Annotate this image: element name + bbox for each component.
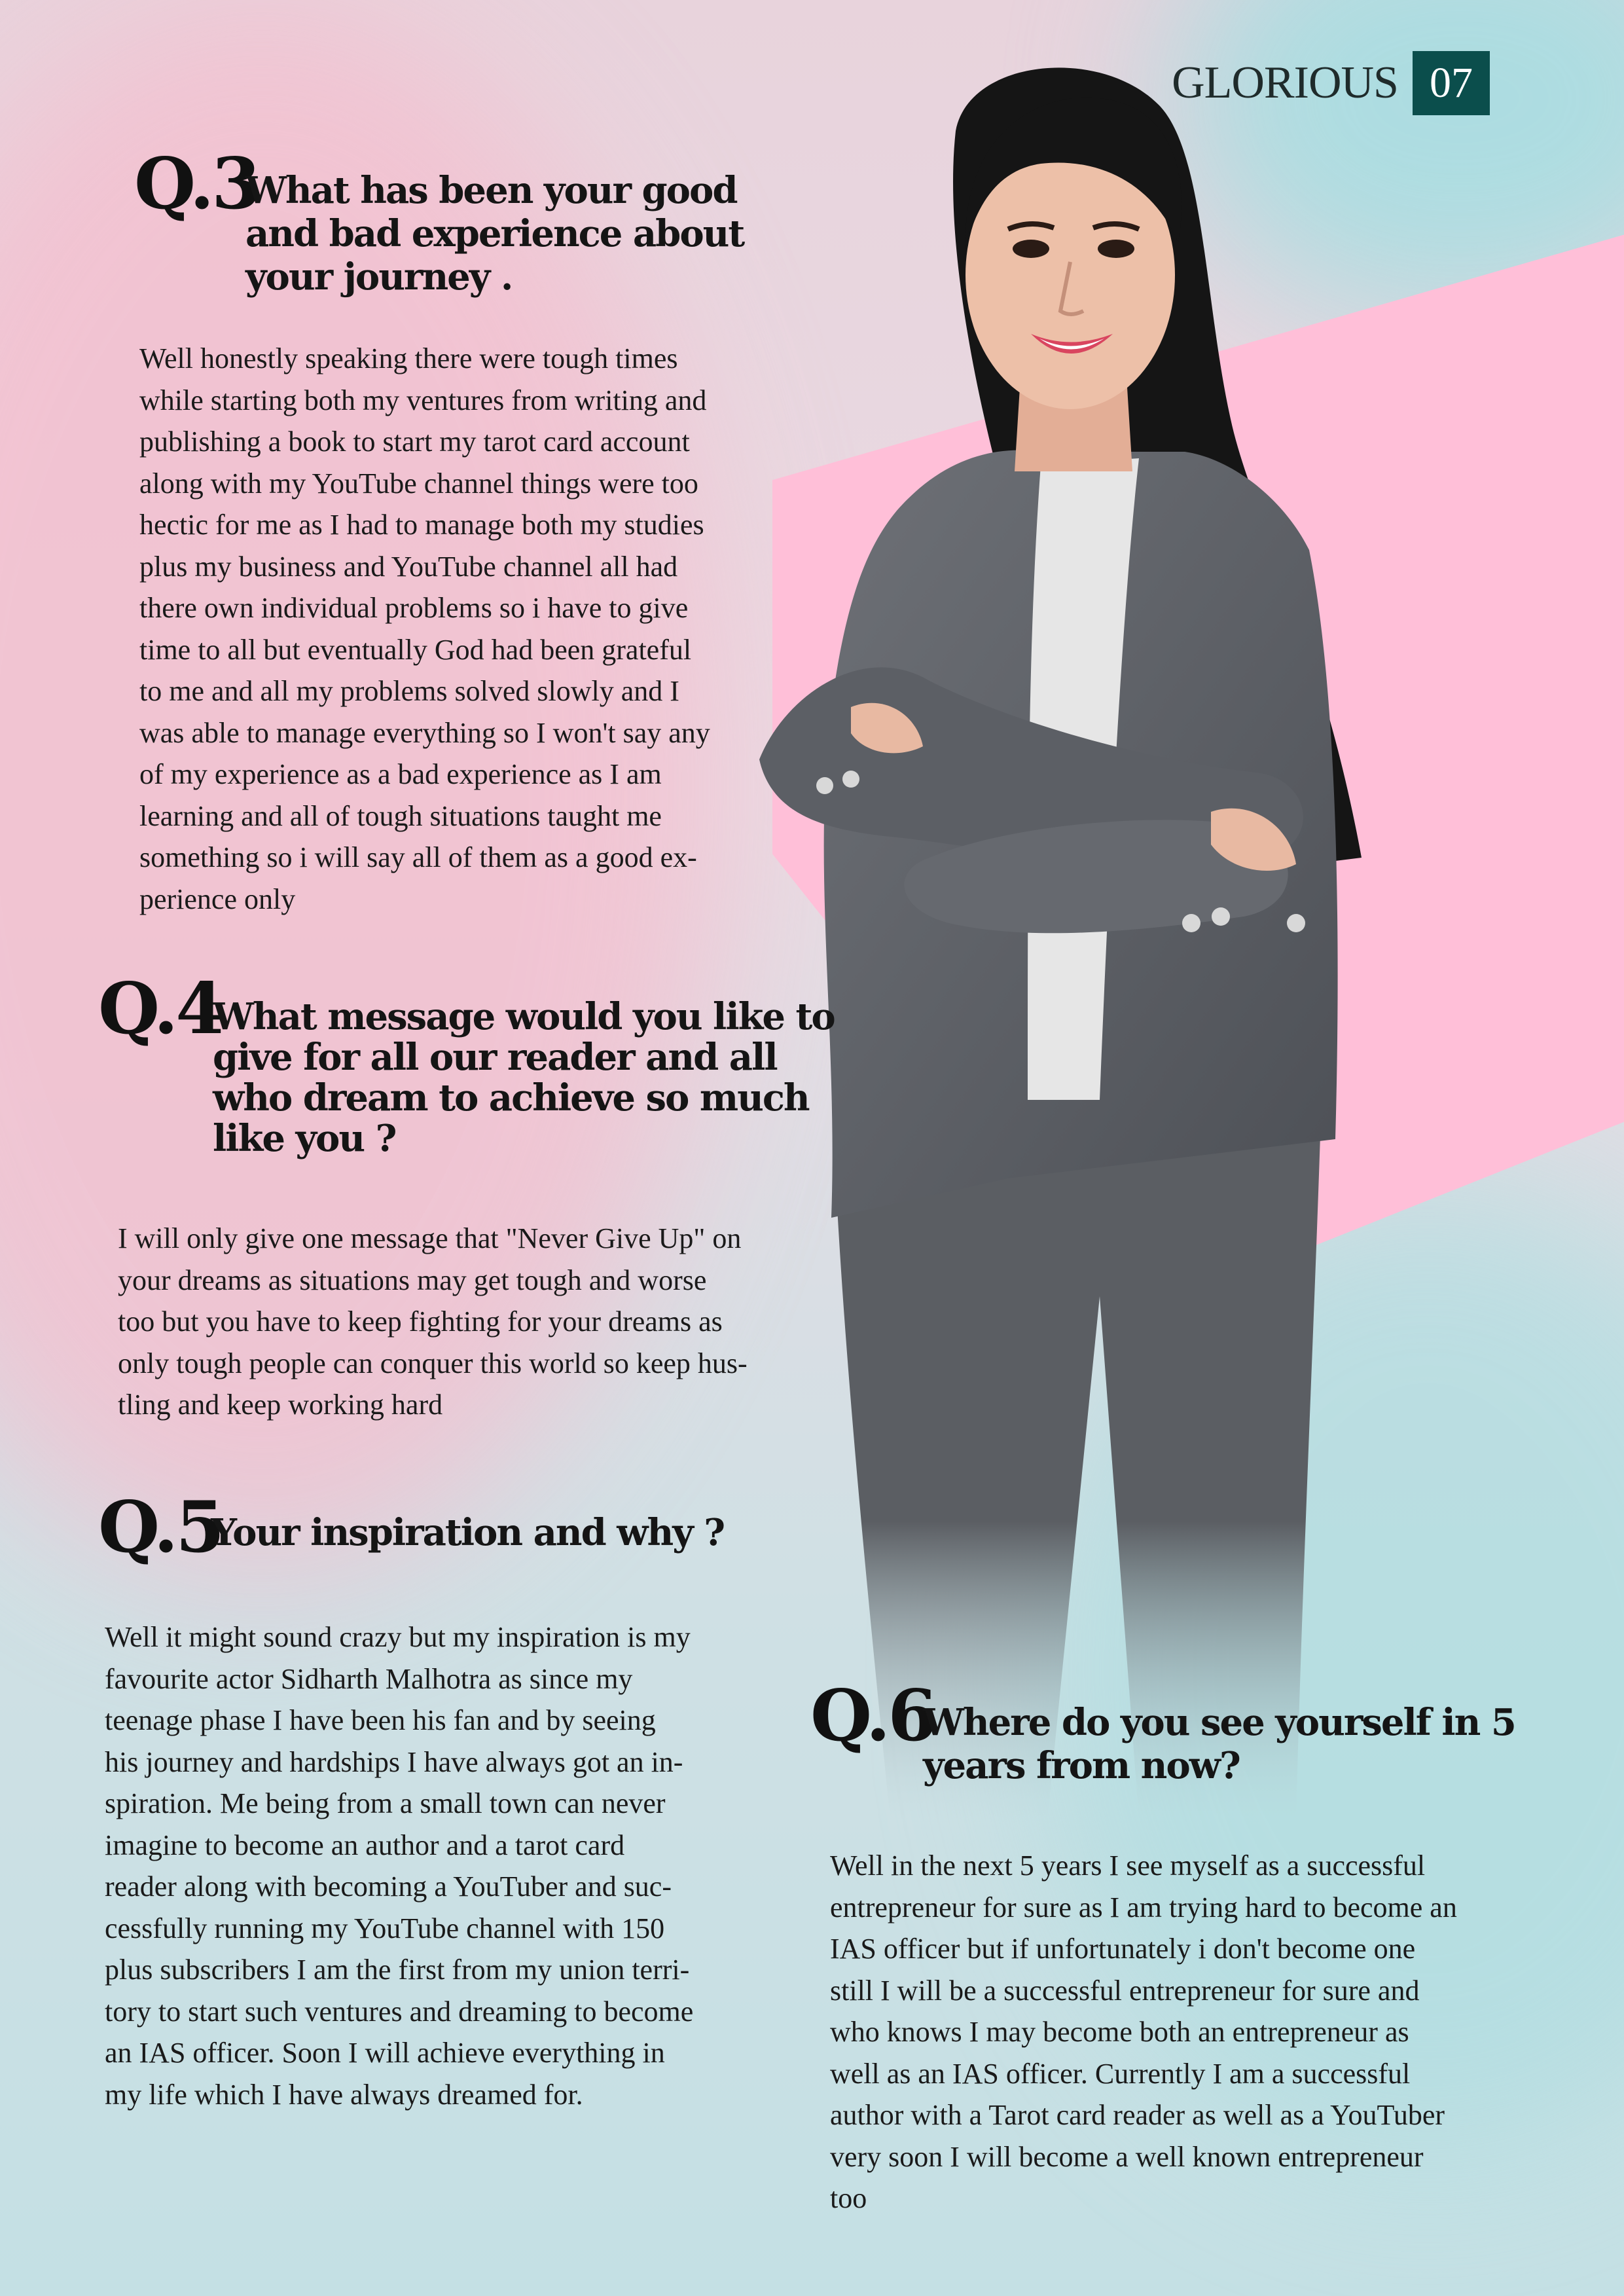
q5-number: Q.5 — [98, 1486, 223, 1569]
page-number: 07 — [1413, 51, 1490, 115]
q3-answer: Well honestly speaking there were tough times while starting both my ventures from writing and publishing a book to start my tarot card account along with my YouTube channel things were too hectic for me as I had to manage both my studies plus my business and YouTube channel all had there own individual problems so i have to give time to all but eventually God had been grateful to me and all my problems solved slowly and I was able to manage everything so I won't say any of my experience as a bad experience as I am learning and all of tough situations taught me something so i will say all of them as a good ex- perience only — [139, 342, 710, 915]
q4-number: Q.4 — [98, 968, 223, 1050]
portrait-photo — [733, 52, 1401, 1820]
q6-question: Where do you see yourself in 5 years from now? — [923, 1701, 1515, 1787]
q4-question: What message would you like to give for all our reader and all who dream to achieve so much like you ? — [213, 995, 835, 1160]
q5-answer: Well it might sound crazy but my inspiration is my favourite actor Sidharth Malhotra as since my teenage phase I have been his fan and by seeing his journey and hardships I have always got an in- spiration. Me being from a small town can never imagine to become an author and a tarot card reader along with becoming a YouTuber and suc- cessfully running my YouTube channel with 150 plus subscribers I am the first from my union terri- tory to start such ventures and dreaming to become an IAS officer. Soon I will achieve everything in my life which I have always dreamed for. — [105, 1621, 694, 2111]
q4-answer: I will only give one message that "Never Give Up" on your dreams as situations may get tough and worse too but you have to keep fighting for your dreams as only tough people can conquer this world so keep hus- tling and keep working hard — [118, 1222, 748, 1421]
brand-logo: GLORIOUS — [1172, 58, 1398, 108]
masthead — [1172, 51, 1490, 115]
portrait-illustration — [733, 52, 1401, 1820]
q6-number: Q.6 — [810, 1675, 935, 1757]
q3-number: Q.3 — [134, 143, 259, 225]
q5-question: Your inspiration and why ? — [211, 1511, 725, 1554]
q6-answer: Well in the next 5 years I see myself as a successful entrepreneur for sure as I am trying hard to become an IAS officer but if unfortunately i don't become one still I will be a successful entrepreneur for sure and who knows I may become both an entrepreneur as well as an IAS officer. Currently I am a successful author with a Tarot card reader as well as a YouTuber very soon I will become a well known entrepreneur too — [830, 1850, 1457, 2214]
q3-question: What has been your good and bad experience about your journey . — [245, 169, 744, 299]
